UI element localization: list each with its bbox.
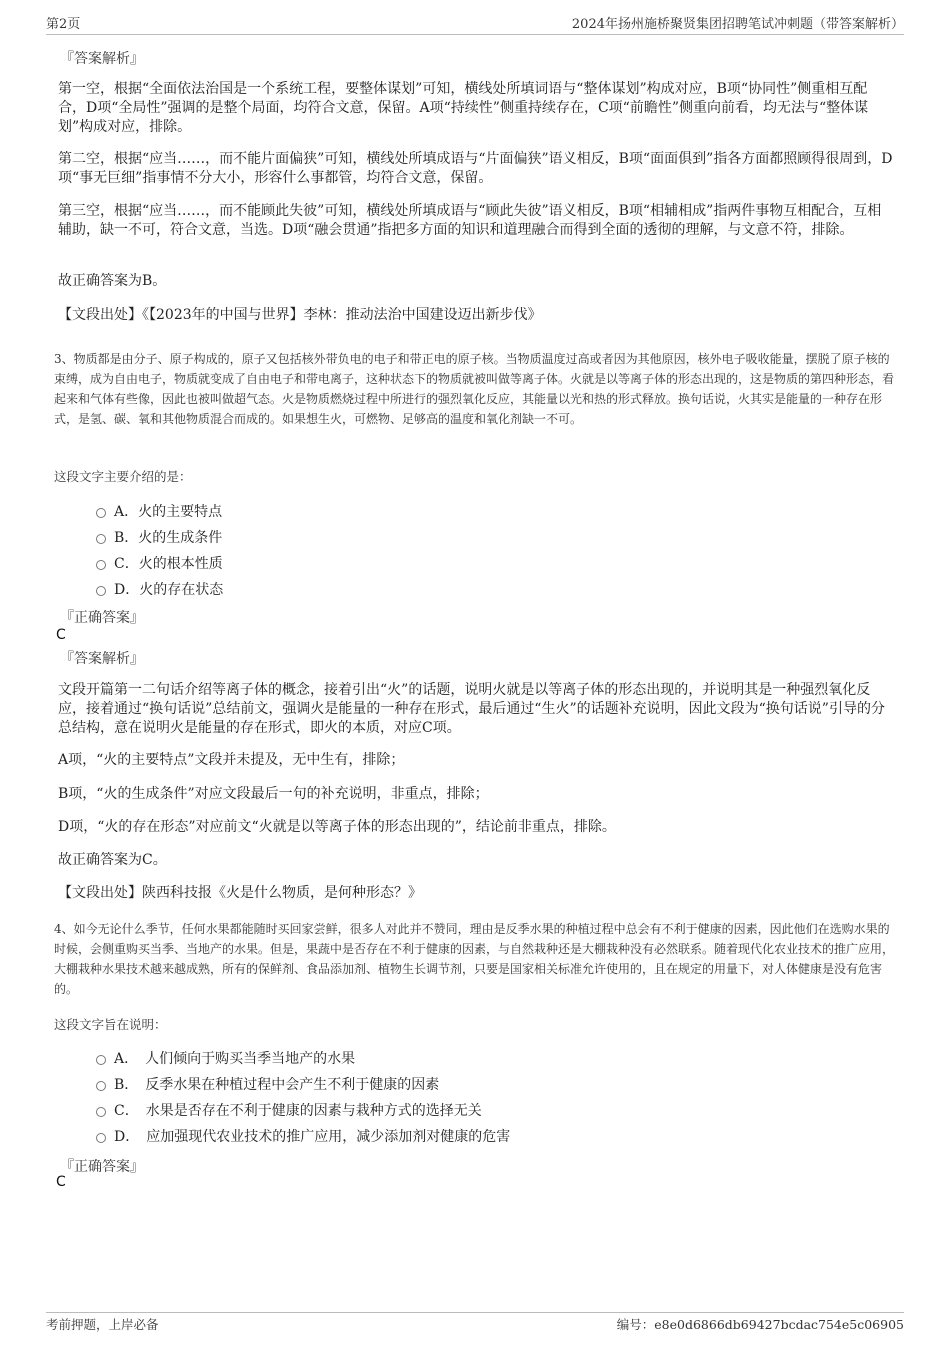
code-label: 编号：	[616, 1317, 655, 1332]
option-label: C． 水果是否存在不利于健康的因素与栽种方式的选择无关	[114, 1103, 482, 1119]
page-header	[46, 13, 904, 35]
option-c[interactable]	[96, 553, 223, 573]
question-passage: 3、物质都是由分子、原子构成的，原子又包括核外带负电的电子和带正电的原子核。当物质温度过高或者因为其他原因，核外电子吸收能量，摆脱了原子核的束缚，成为自由电子，物质就变成了自由电子和带电离子，这种状态下的物质就被叫做等离子体。火就是以等离子体的形态出现的，这是物质的第四种形态，看起来和气体有些像，因此也被叫做超气态。火是物质燃烧过程中所进行的强烈氧化反应，其能量以光和热的形式释放。换句话说，火其实是能量的一种存在形式，是氢、碳、氧和其他物质混合而成的。如果想生火，可燃物、足够高的温度和氧化剂缺一不可。	[54, 352, 895, 426]
correct-answer: C	[56, 1174, 66, 1190]
analysis-paragraph: A项，“火的主要特点”文段并未提及，无中生有，排除；	[58, 752, 405, 768]
analysis-label: 『答案解析』	[60, 51, 144, 67]
answer-conclusion: 故正确答案为C。	[58, 852, 167, 868]
radio-icon[interactable]	[96, 534, 106, 544]
option-c[interactable]	[96, 1100, 482, 1120]
option-label: A． 人们倾向于购买当季当地产的水果	[114, 1051, 356, 1067]
radio-icon[interactable]	[96, 586, 106, 596]
question-prompt: 这段文字旨在说明：	[54, 1017, 167, 1032]
option-b[interactable]	[96, 1074, 439, 1094]
analysis-paragraph: 第二空，根据“应当……，而不能片面偏狭”可知，横线处所填成语与“片面偏狭”语义相反，B项“面面俱到”指各方面都照顾得很周到，D项“事无巨细”指事情不分大小，形容什么事都管，均符合文意，保留。	[58, 151, 893, 186]
option-label: B．火的生成条件	[114, 530, 223, 546]
code-value: e8e0d6866db69427bcdac754e5c06905	[654, 1317, 904, 1332]
option-label: D．火的存在状态	[114, 582, 224, 598]
option-label: B． 反季水果在种植过程中会产生不利于健康的因素	[114, 1077, 440, 1093]
radio-icon[interactable]	[96, 1107, 106, 1117]
question-passage: 4、如今无论什么季节，任何水果都能随时买回家尝鲜，很多人对此并不赞同，理由是反季水果的种植过程中总会有不利于健康的因素，因此他们在选购水果的时候，会侧重购买当季、当地产的水果。但是，果蔬中是否存在不利于健康的因素，与自然栽种还是大棚栽种没有必然联系。随着现代化农业技术的推广应用，大棚栽种水果技术越来越成熟，所有的保鲜剂、食品添加剂、植物生长调节剂，只要是国家相关标准允许使用的，且在规定的用量下，对人体健康是没有危害的。	[54, 922, 895, 996]
option-a[interactable]	[96, 501, 222, 521]
analysis-paragraph: 第三空，根据“应当……，而不能顾此失彼”可知，横线处所填成语与“顾此失彼”语义相反，B项“相辅相成”指两件事物互相配合，互相辅助，缺一不可，符合文意，当选。D项“融会贯通”指把多方面的知识和道理融合而得到全面的透彻的理解，与文意不符，排除。	[58, 203, 882, 238]
passage-source: 【文段出处】《【2023年的中国与世界】李林：推动法治中国建设迈出新步伐》	[58, 307, 542, 323]
document-code	[617, 1315, 904, 1333]
option-a[interactable]	[96, 1048, 355, 1068]
page-number: 第2页	[46, 17, 81, 32]
option-b[interactable]	[96, 527, 222, 547]
analysis-paragraph: 文段开篇第一二句话介绍等离子体的概念，接着引出“火”的话题，说明火就是以等离子体的形态出现的，并说明其是一种强烈氧化反应，接着通过“换句话说”总结前文，强调火是能量的一种存在形式，最后通过“生火”的话题补充说明，因此文段为“换句话说”引导的分总结构，意在说明火是能量的存在形式，即火的本质，对应C项。	[58, 682, 885, 736]
option-label: A．火的主要特点	[114, 504, 223, 520]
option-d[interactable]	[96, 579, 223, 599]
analysis-paragraph: 第一空，根据“全面依法治国是一个系统工程，要整体谋划”可知，横线处所填词语与“整体谋划”构成对应，B项“协同性”侧重相互配合，D项“全局性”强调的是整个局面，均符合文意，保留。A项“持续性”侧重持续存在，C项“前瞻性”侧重向前看，均无法与“整体谋划”构成对应，排除。	[58, 81, 869, 135]
radio-icon[interactable]	[96, 560, 106, 570]
analysis-paragraph: B项，“火的生成条件”对应文段最后一句的补充说明，非重点，排除；	[58, 786, 489, 802]
correct-answer-label: 『正确答案』	[60, 1159, 144, 1175]
option-label: D． 应加强现代农业技术的推广应用，减少添加剂对健康的危害	[114, 1129, 511, 1145]
radio-icon[interactable]	[96, 1133, 106, 1143]
correct-answer: C	[56, 627, 66, 643]
document-title: 2024年扬州施桥聚贤集团招聘笔试冲刺题（带答案解析）	[571, 17, 904, 32]
radio-icon[interactable]	[96, 1055, 106, 1065]
correct-answer-label: 『正确答案』	[60, 610, 144, 626]
question-prompt: 这段文字主要介绍的是：	[54, 469, 192, 484]
answer-conclusion: 故正确答案为B。	[58, 273, 167, 289]
radio-icon[interactable]	[96, 1081, 106, 1091]
option-d[interactable]	[96, 1126, 510, 1146]
radio-icon[interactable]	[96, 508, 106, 518]
passage-source: 【文段出处】陕西科技报《火是什么物质，是何种形态？》	[58, 885, 422, 901]
analysis-paragraph: D项，“火的存在形态”对应前文“火就是以等离子体的形态出现的”，结论前非重点，排除。	[58, 819, 616, 835]
footer-slogan: 考前押题，上岸必备	[46, 1317, 159, 1332]
option-label: C．火的根本性质	[114, 556, 223, 572]
page-footer	[46, 1312, 904, 1334]
analysis-label: 『答案解析』	[60, 651, 144, 667]
